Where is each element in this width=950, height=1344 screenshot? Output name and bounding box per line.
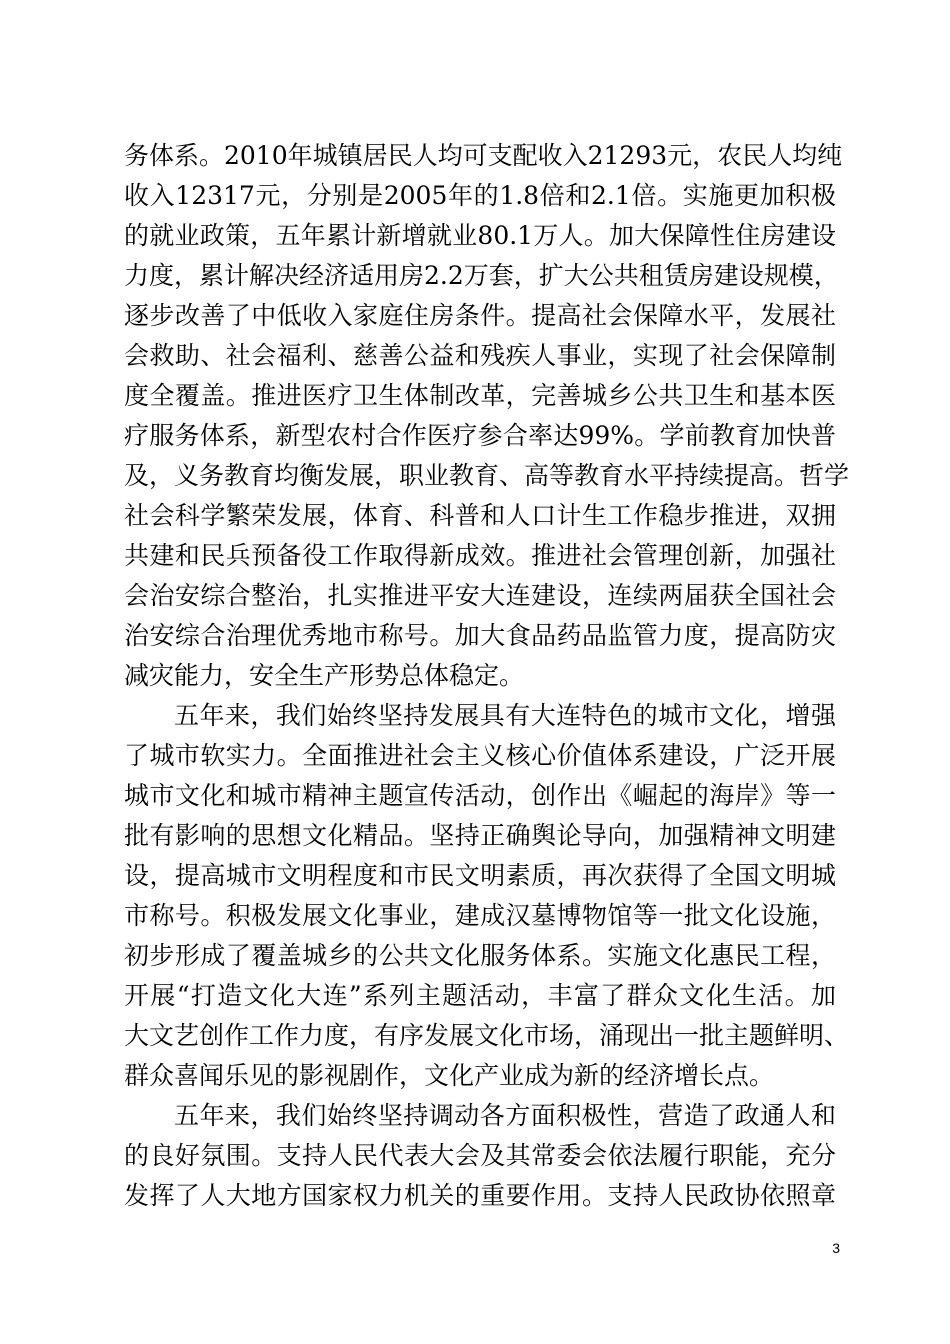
text-line: 会治安综合整治，扎实推进平安大连建设，连续两届获全国社会	[124, 581, 836, 610]
text-line: 力度，累计解决经济适用房2.2万套，扩大公共租赁房建设规模，	[124, 261, 839, 290]
text-line: 市称号。积极发展文化事业，建成汉墓博物馆等一批文化设施，	[124, 901, 836, 930]
text-line: 疗服务体系，新型农村合作医疗参合率达99%。学前教育加快普	[124, 421, 836, 450]
paragraph-first-line: 五年来，我们始终坚持调动各方面积极性，营造了政通人和	[174, 1101, 836, 1130]
text-line: 的就业政策，五年累计新增就业80.1万人。加大保障性住房建设	[124, 221, 836, 250]
text-line: 共建和民兵预备役工作取得新成效。推进社会管理创新，加强社	[124, 541, 836, 570]
text-line: 设，提高城市文明程度和市民文明素质，再次获得了全国文明城	[124, 861, 836, 890]
page-number: 3	[832, 1240, 840, 1256]
text-line: 减灾能力，安全生产形势总体稳定。	[124, 661, 525, 690]
text-line: 城市文化和城市精神主题宣传活动，创作出《崛起的海岸》等一	[124, 781, 836, 810]
text-line: 社会科学繁荣发展，体育、科普和人口计生工作稳步推进，双拥	[124, 501, 836, 530]
text-line: 务体系。2010年城镇居民人均可支配收入21293元，农民人均纯	[124, 141, 843, 170]
text-line: 初步形成了覆盖城乡的公共文化服务体系。实施文化惠民工程，	[124, 941, 836, 970]
text-line: 开展“打造文化大连”系列主题活动，丰富了群众文化生活。加	[124, 981, 836, 1010]
text-line: 批有影响的思想文化精品。坚持正确舆论导向，加强精神文明建	[124, 821, 836, 850]
text-line: 会救助、社会福利、慈善公益和残疾人事业，实现了社会保障制	[124, 341, 836, 370]
text-line: 度全覆盖。推进医疗卫生体制改革，完善城乡公共卫生和基本医	[124, 381, 836, 410]
text-line: 发挥了人大地方国家权力机关的重要作用。支持人民政协依照章	[124, 1181, 836, 1210]
text-line: 了城市软实力。全面推进社会主义核心价值体系建设，广泛开展	[124, 741, 836, 770]
text-line: 逐步改善了中低收入家庭住房条件。提高社会保障水平，发展社	[124, 301, 836, 330]
text-line: 及，义务教育均衡发展，职业教育、高等教育水平持续提高。哲学	[124, 461, 850, 490]
text-line: 群众喜闻乐见的影视剧作，文化产业成为新的经济增长点。	[124, 1061, 775, 1090]
paragraph-first-line: 五年来，我们始终坚持发展具有大连特色的城市文化，增强	[174, 701, 836, 730]
text-line: 的良好氛围。支持人民代表大会及其常委会依法履行职能，充分	[124, 1141, 836, 1170]
text-line: 大文艺创作工作力度，有序发展文化市场，涌现出一批主题鲜明、	[124, 1021, 850, 1050]
text-line: 治安综合治理优秀地市称号。加大食品药品监管力度，提高防灾	[124, 621, 836, 650]
text-line: 收入12317元，分别是2005年的1.8倍和2.1倍。实施更加积极	[124, 181, 836, 210]
